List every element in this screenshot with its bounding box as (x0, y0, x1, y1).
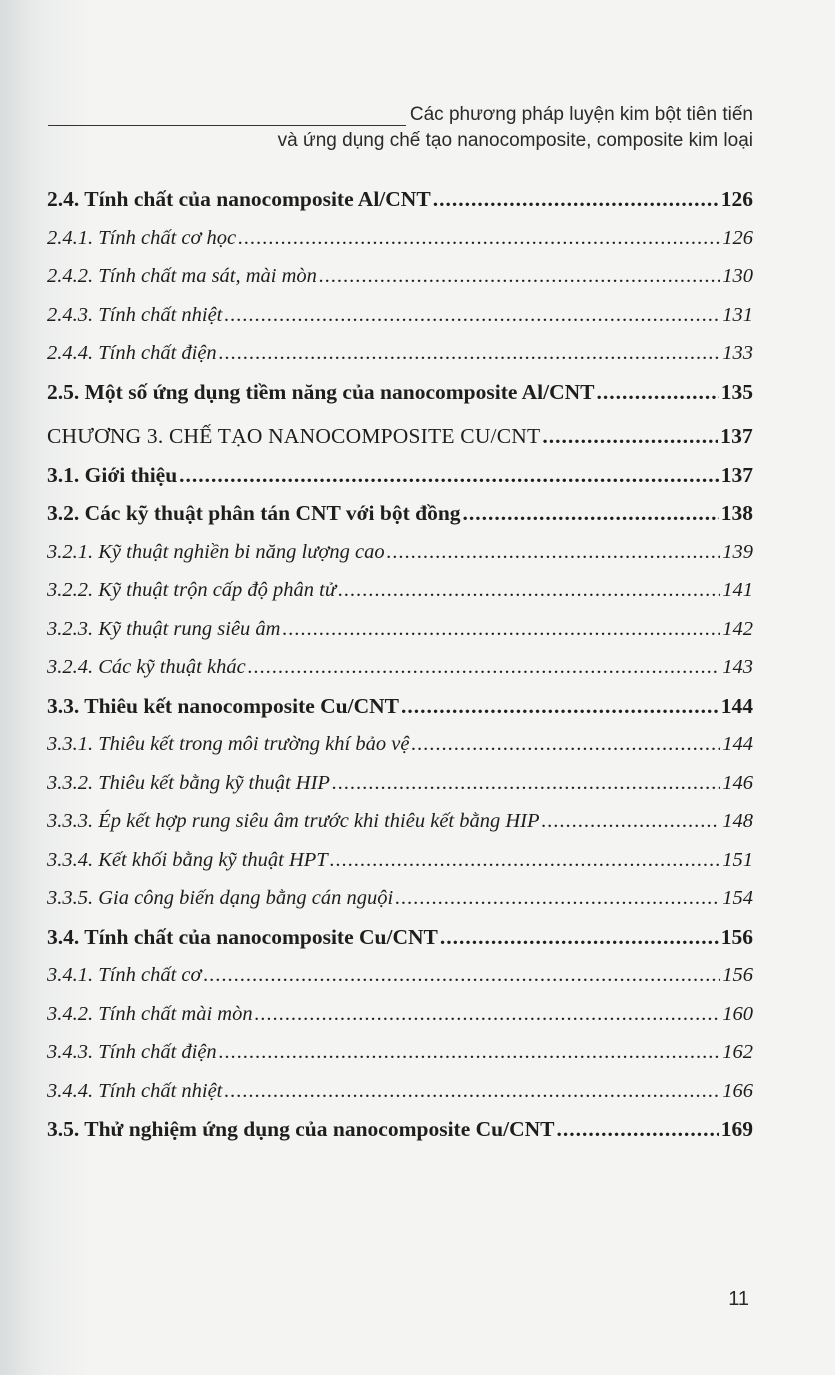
toc-entry-page: 130 (722, 265, 753, 287)
toc-entry-3-3 (47, 687, 753, 726)
toc-entry-page: 166 (722, 1079, 753, 1102)
toc-entry-page: 135 (720, 379, 753, 404)
toc-entry-label: 2.4. Tính chất của nanocomposite Al/CNT (47, 187, 431, 211)
dot-leader (238, 219, 720, 258)
toc-entry-page: 126 (722, 226, 753, 249)
toc-entry-label: 3.2.3. Kỹ thuật rung siêu âm (47, 617, 281, 640)
running-head-line1-row (48, 100, 753, 126)
toc-entry-3-2-3 (47, 610, 753, 649)
dot-leader (440, 918, 719, 957)
toc-entry-chapter-3 (47, 417, 753, 456)
dot-leader (248, 648, 721, 687)
toc-entry-label: 3.3. Thiêu kết nanocomposite Cu/CNT (47, 693, 400, 718)
toc-entry-3-4-3 (47, 1033, 753, 1072)
toc-entry-3-3-3 (47, 802, 753, 841)
toc-entry-page: 133 (722, 342, 753, 364)
toc-entry-3-5 (47, 1110, 753, 1149)
toc-entry-label: 2.5. Một số ứng dụng tiềm năng của nanocomposite Al/CNT (47, 379, 595, 404)
toc-entry-label: 3.4.3. Tính chất điện (47, 1041, 217, 1063)
toc-entry-label: 3.3.2. Thiêu kết bằng kỹ thuật HIP (47, 771, 330, 794)
toc-entry-page: 169 (720, 1117, 753, 1141)
dot-leader (224, 1072, 720, 1111)
toc-entry-label: 3.3.5. Gia công biến dạng bằng cán nguội (47, 887, 394, 909)
dot-leader (179, 456, 719, 495)
table-of-contents (47, 180, 753, 1149)
page-number: 11 (728, 1288, 749, 1310)
toc-entry-2-4-4 (47, 334, 753, 373)
toc-entry-3-4-2 (47, 995, 753, 1034)
running-head-line2: và ứng dụng chế tạo nanocomposite, composite kim loại (277, 130, 753, 151)
toc-entry-page: 126 (720, 187, 753, 211)
toc-entry-3-2-4 (47, 648, 753, 687)
running-head-line1: Các phương pháp luyện kim bột tiên tiến (409, 104, 753, 125)
dot-leader (411, 725, 720, 764)
toc-entry-3-4 (47, 918, 753, 957)
toc-entry-label: 2.4.2. Tính chất ma sát, mài mòn (47, 265, 317, 287)
dot-leader (556, 1110, 718, 1149)
toc-entry-2-4-3 (47, 296, 753, 335)
dot-leader (330, 841, 721, 880)
dot-leader (282, 610, 720, 649)
toc-entry-label: 3.4.4. Tính chất nhiệt (47, 1079, 223, 1102)
toc-entry-label: 3.2.2. Kỹ thuật trộn cấp độ phân tử (47, 579, 337, 601)
toc-entry-page: 141 (722, 579, 753, 601)
toc-entry-page: 144 (722, 733, 753, 755)
dot-leader (203, 956, 720, 995)
toc-entry-3-2-2 (47, 571, 753, 610)
toc-entry-label: 3.2.1. Kỹ thuật nghiền bi năng lượng cao (47, 540, 385, 563)
toc-entry-label: 3.2. Các kỹ thuật phân tán CNT với bột đồng (47, 501, 461, 525)
toc-entry-page: 139 (722, 540, 753, 563)
toc-entry-label: 3.5. Thử nghiệm ứng dụng của nanocomposite Cu/CNT (47, 1117, 555, 1141)
toc-entry-page: 156 (722, 964, 753, 986)
toc-entry-label: 2.4.1. Tính chất cơ học (47, 226, 237, 249)
toc-entry-page: 151 (722, 848, 753, 871)
dot-leader (319, 257, 720, 296)
dot-leader (542, 417, 718, 456)
toc-entry-label: 3.4.1. Tính chất cơ (47, 964, 202, 986)
toc-entry-label: 3.4.2. Tính chất mài mòn (47, 1002, 253, 1025)
dot-leader (596, 373, 718, 412)
toc-entry-page: 142 (722, 617, 753, 640)
dot-leader (255, 995, 721, 1034)
dot-leader (338, 571, 720, 610)
dot-leader (219, 1033, 721, 1072)
header-rule (48, 105, 406, 126)
toc-entry-label: 3.4. Tính chất của nanocomposite Cu/CNT (47, 924, 438, 949)
dot-leader (542, 802, 721, 841)
toc-entry-page: 162 (722, 1041, 753, 1063)
toc-entry-label: 3.3.4. Kết khối bằng kỹ thuật HPT (47, 848, 328, 871)
toc-entry-page: 146 (722, 771, 753, 794)
dot-leader (332, 764, 720, 803)
toc-entry-2-4-2 (47, 257, 753, 296)
toc-entry-3-3-2 (47, 764, 753, 803)
toc-entry-2-4 (47, 180, 753, 219)
toc-entry-3-4-1 (47, 956, 753, 995)
dot-leader (219, 334, 721, 373)
toc-entry-label: 2.4.3. Tính chất nhiệt (47, 303, 223, 326)
running-head (48, 100, 753, 156)
toc-entry-label: 2.4.4. Tính chất điện (47, 342, 217, 364)
dot-leader (433, 180, 719, 219)
dot-leader (224, 296, 720, 335)
toc-entry-3-2 (47, 494, 753, 533)
toc-entry-page: 138 (720, 501, 753, 525)
toc-entry-page: 160 (722, 1002, 753, 1025)
toc-entry-page: 131 (722, 303, 753, 326)
toc-entry-page: 137 (720, 462, 753, 487)
toc-entry-2-5 (47, 373, 753, 412)
toc-entry-3-1 (47, 456, 753, 495)
toc-entry-label: CHƯƠNG 3. CHẾ TẠO NANOCOMPOSITE CU/CNT (47, 424, 541, 448)
dot-leader (395, 879, 720, 918)
toc-entry-page: 156 (720, 924, 753, 949)
toc-entry-3-3-4 (47, 841, 753, 880)
toc-entry-label: 3.3.3. Ép kết hợp rung siêu âm trước khi thiêu kết bằng HIP (47, 810, 540, 832)
toc-entry-3-3-1 (47, 725, 753, 764)
toc-entry-page: 154 (722, 887, 753, 909)
toc-entry-2-4-1 (47, 219, 753, 258)
toc-entry-3-3-5 (47, 879, 753, 918)
dot-leader (401, 687, 719, 726)
toc-entry-label: 3.3.1. Thiêu kết trong môi trường khí bảo vệ (47, 733, 410, 755)
toc-entry-3-4-4 (47, 1072, 753, 1111)
toc-entry-label: 3.2.4. Các kỹ thuật khác (47, 656, 246, 678)
toc-entry-page: 148 (722, 810, 753, 832)
toc-entry-page: 137 (720, 424, 753, 448)
toc-entry-page: 144 (720, 693, 753, 718)
dot-leader (387, 533, 721, 572)
toc-entry-3-2-1 (47, 533, 753, 572)
toc-entry-label: 3.1. Giới thiệu (47, 462, 178, 487)
toc-entry-page: 143 (722, 656, 753, 678)
dot-leader (463, 494, 719, 533)
